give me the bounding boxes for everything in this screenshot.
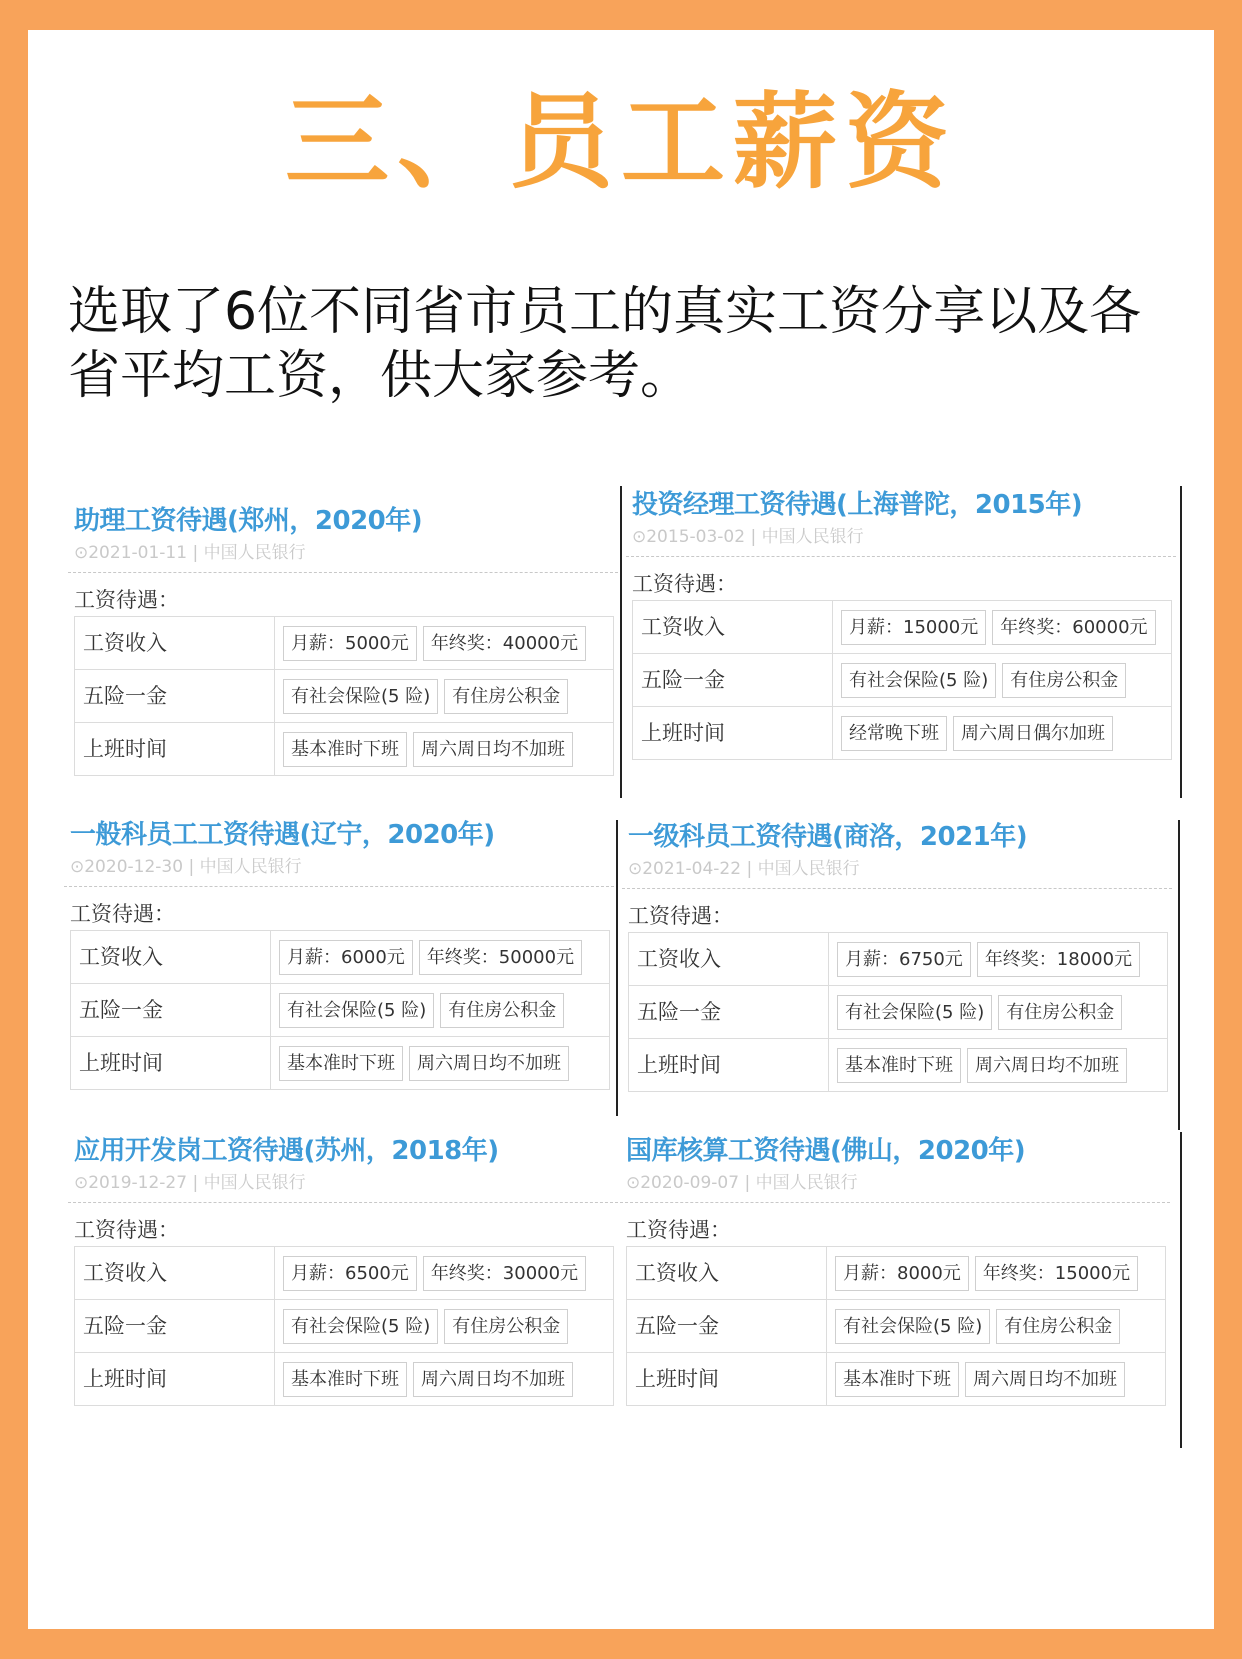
- weekend-tag: 周六周日均不加班: [965, 1362, 1125, 1397]
- year-end-bonus-tag: 年终奖：40000元: [423, 626, 586, 661]
- separator-line: [620, 486, 622, 798]
- table-row: [75, 723, 613, 776]
- salary-card-liaoning: [64, 800, 614, 1110]
- page-sheet: [28, 30, 1214, 1629]
- weekend-tag: 周六周日偶尔加班: [953, 716, 1113, 751]
- table-row: [633, 654, 1171, 707]
- table-row: [627, 1353, 1165, 1406]
- off-work-tag: 基本准时下班: [283, 732, 407, 767]
- separator-line: [616, 820, 618, 1130]
- card-title[interactable]: 应用开发岗工资待遇(苏州，2018年): [74, 1136, 499, 1166]
- card-meta: ⊙2015-03-02 | 中国人民银行: [632, 527, 864, 547]
- page-title: 三、员工薪资: [284, 81, 957, 203]
- separator-line: [1180, 486, 1182, 798]
- off-work-tag: 经常晚下班: [841, 716, 947, 751]
- row-label: 上班时间: [75, 723, 275, 776]
- table-row: [75, 1353, 613, 1406]
- housing-fund-tag: 有住房公积金: [444, 679, 568, 714]
- card-title[interactable]: 投资经理工资待遇(上海普陀，2015年): [632, 490, 1083, 520]
- card-meta: ⊙2020-09-07 | 中国人民银行: [626, 1173, 858, 1193]
- row-label: 五险一金: [627, 1300, 827, 1352]
- table-row: [71, 1037, 609, 1090]
- table-row: [75, 617, 613, 670]
- divider: [622, 888, 1172, 889]
- section-label: 工资待遇：: [74, 588, 179, 612]
- divider: [68, 1202, 618, 1203]
- salary-card-shangluo: [622, 802, 1172, 1112]
- monthly-salary-tag: 月薪：6750元: [837, 942, 971, 977]
- divider: [626, 556, 1176, 557]
- salary-card-zhengzhou: [68, 486, 618, 796]
- row-label: 工资收入: [633, 601, 833, 653]
- separator-line: [1178, 820, 1180, 1130]
- salary-card-suzhou: [68, 1116, 618, 1426]
- row-label: 上班时间: [629, 1039, 829, 1092]
- row-label: 工资收入: [75, 617, 275, 669]
- card-meta: ⊙2020-12-30 | 中国人民银行: [70, 857, 302, 877]
- off-work-tag: 基本准时下班: [837, 1048, 961, 1083]
- year-end-bonus-tag: 年终奖：60000元: [992, 610, 1155, 645]
- card-title[interactable]: 一级科员工资待遇(商洛，2021年): [628, 822, 1028, 852]
- row-label: 工资收入: [75, 1247, 275, 1299]
- salary-table: [70, 930, 610, 1090]
- monthly-salary-tag: 月薪：5000元: [283, 626, 417, 661]
- off-work-tag: 基本准时下班: [835, 1362, 959, 1397]
- salary-table: [626, 1246, 1166, 1406]
- table-row: [629, 986, 1167, 1039]
- table-row: [629, 1039, 1167, 1092]
- row-label: 五险一金: [633, 654, 833, 706]
- section-label: 工资待遇：: [626, 1218, 731, 1242]
- off-work-tag: 基本准时下班: [279, 1046, 403, 1081]
- row-label: 五险一金: [75, 1300, 275, 1352]
- housing-fund-tag: 有住房公积金: [440, 993, 564, 1028]
- insurance-tag: 有社会保险(5 险): [283, 679, 438, 714]
- card-meta: ⊙2019-12-27 | 中国人民银行: [74, 1173, 306, 1193]
- intro-text: 选取了6位不同省市员工的真实工资分享以及各省平均工资，供大家参考。: [68, 282, 1142, 406]
- weekend-tag: 周六周日均不加班: [967, 1048, 1127, 1083]
- weekend-tag: 周六周日均不加班: [409, 1046, 569, 1081]
- row-label: 上班时间: [71, 1037, 271, 1090]
- insurance-tag: 有社会保险(5 险): [283, 1309, 438, 1344]
- card-meta: ⊙2021-01-11 | 中国人民银行: [74, 543, 306, 563]
- salary-table: [628, 932, 1168, 1092]
- section-label: 工资待遇：: [70, 902, 175, 926]
- insurance-tag: 有社会保险(5 险): [841, 663, 996, 698]
- monthly-salary-tag: 月薪：6000元: [279, 940, 413, 975]
- row-label: 工资收入: [71, 931, 271, 983]
- year-end-bonus-tag: 年终奖：50000元: [419, 940, 582, 975]
- section-label: 工资待遇：: [74, 1218, 179, 1242]
- housing-fund-tag: 有住房公积金: [444, 1309, 568, 1344]
- year-end-bonus-tag: 年终奖：30000元: [423, 1256, 586, 1291]
- section-label: 工资待遇：: [632, 572, 737, 596]
- table-row: [71, 931, 609, 984]
- weekend-tag: 周六周日均不加班: [413, 732, 573, 767]
- table-row: [633, 601, 1171, 654]
- salary-card-foshan: [620, 1116, 1170, 1426]
- separator-line: [1180, 1132, 1182, 1448]
- row-label: 五险一金: [71, 984, 271, 1036]
- insurance-tag: 有社会保险(5 险): [279, 993, 434, 1028]
- insurance-tag: 有社会保险(5 险): [835, 1309, 990, 1344]
- row-label: 上班时间: [633, 707, 833, 760]
- table-row: [629, 933, 1167, 986]
- card-title[interactable]: 国库核算工资待遇(佛山，2020年): [626, 1136, 1026, 1166]
- weekend-tag: 周六周日均不加班: [413, 1362, 573, 1397]
- table-row: [71, 984, 609, 1037]
- section-label: 工资待遇：: [628, 904, 733, 928]
- row-label: 五险一金: [629, 986, 829, 1038]
- salary-card-shanghai: [626, 470, 1176, 780]
- monthly-salary-tag: 月薪：8000元: [835, 1256, 969, 1291]
- housing-fund-tag: 有住房公积金: [998, 995, 1122, 1030]
- divider: [64, 886, 614, 887]
- monthly-salary-tag: 月薪：15000元: [841, 610, 986, 645]
- insurance-tag: 有社会保险(5 险): [837, 995, 992, 1030]
- card-title[interactable]: 助理工资待遇(郑州，2020年): [74, 506, 423, 536]
- year-end-bonus-tag: 年终奖：15000元: [975, 1256, 1138, 1291]
- row-label: 五险一金: [75, 670, 275, 722]
- row-label: 工资收入: [627, 1247, 827, 1299]
- divider: [620, 1202, 1170, 1203]
- monthly-salary-tag: 月薪：6500元: [283, 1256, 417, 1291]
- divider: [68, 572, 618, 573]
- housing-fund-tag: 有住房公积金: [1002, 663, 1126, 698]
- table-row: [627, 1247, 1165, 1300]
- table-row: [75, 1300, 613, 1353]
- year-end-bonus-tag: 年终奖：18000元: [977, 942, 1140, 977]
- table-row: [75, 1247, 613, 1300]
- off-work-tag: 基本准时下班: [283, 1362, 407, 1397]
- card-meta: ⊙2021-04-22 | 中国人民银行: [628, 859, 860, 879]
- salary-table: [74, 1246, 614, 1406]
- salary-table: [74, 616, 614, 776]
- table-row: [627, 1300, 1165, 1353]
- table-row: [633, 707, 1171, 760]
- table-row: [75, 670, 613, 723]
- row-label: 工资收入: [629, 933, 829, 985]
- row-label: 上班时间: [627, 1353, 827, 1406]
- housing-fund-tag: 有住房公积金: [996, 1309, 1120, 1344]
- salary-table: [632, 600, 1172, 760]
- card-title[interactable]: 一般科员工工资待遇(辽宁，2020年): [70, 820, 495, 850]
- row-label: 上班时间: [75, 1353, 275, 1406]
